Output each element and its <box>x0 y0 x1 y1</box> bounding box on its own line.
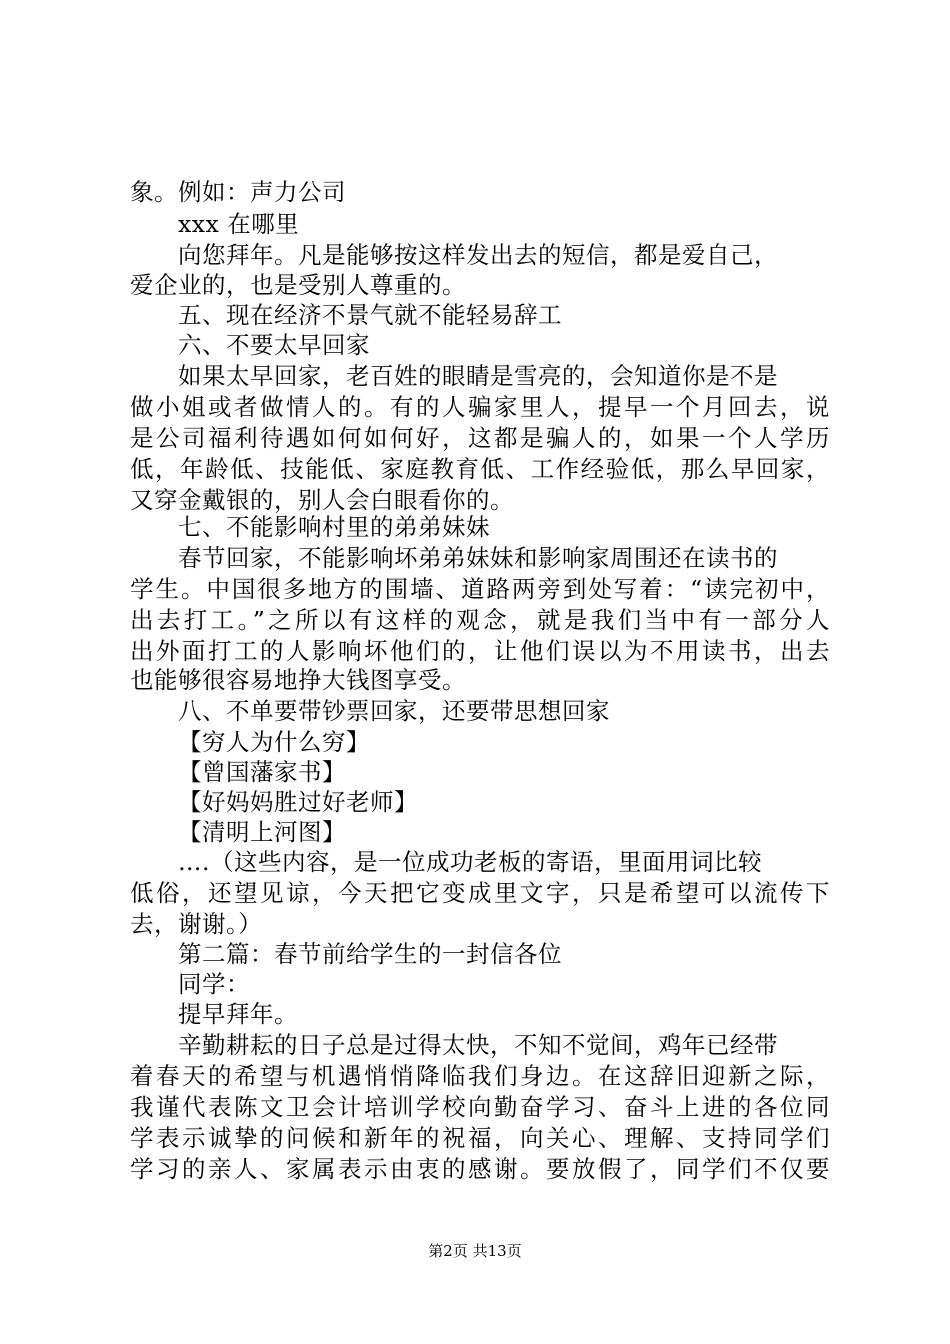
book-title: 【穷人为什么穷】 <box>178 728 370 756</box>
text-line: 做小姐或者做情人的。有的人骗家里人，提早一个月回去，说 <box>130 393 830 421</box>
text-line: 去，谢谢。） <box>130 910 263 938</box>
text-line: 我谨代表陈文卫会计培训学校向勤奋学习、奋斗上进的各位同 <box>130 1093 830 1121</box>
text-line: 如果太早回家，老百姓的眼睛是雪亮的，会知道你是不是 <box>178 362 778 390</box>
text-line: 提早拜年。 <box>178 1000 298 1028</box>
text-line: xxx 在哪里 <box>178 210 300 238</box>
text-line: 低，年龄低、技能低、家庭教育低、工作经验低，那么早回家， <box>130 455 830 483</box>
book-title: 【清明上河图】 <box>178 818 346 846</box>
text-line: 学生。中国很多地方的围墙、道路两旁到处写着：“读完初中， <box>130 575 830 603</box>
section-heading: 六、不要太早回家 <box>178 331 370 359</box>
text-line: 辛勤耕耘的日子总是过得太快，不知不觉间，鸡年已经带 <box>178 1031 778 1059</box>
text-line: 象。例如：声力公司 <box>130 178 346 206</box>
text-line: 低俗，还望见谅，今天把它变成里文字，只是希望可以流传下 <box>130 879 830 907</box>
text-line: 学习的亲人、家属表示由衷的感谢。要放假了，同学们不仅要 <box>130 1155 830 1183</box>
text-line: 春节回家，不能影响坏弟弟妹妹和影响家周围还在读书的 <box>178 544 778 572</box>
book-title: 【好妈妈胜过好老师】 <box>178 788 418 816</box>
text-line: 也能够很容易地挣大钱图享受。 <box>130 666 466 694</box>
chapter-heading: 第二篇：春节前给学生的一封信各位 <box>178 940 562 968</box>
text-line: 出外面打工的人影响坏他们的，让他们误以为不用读书，出去 <box>130 637 830 665</box>
book-title: 【曾国藩家书】 <box>178 758 346 786</box>
text-line: 又穿金戴银的，别人会白眼看你的。 <box>130 486 514 514</box>
text-line: ….（这些内容，是一位成功老板的寄语，里面用词比较 <box>178 848 762 876</box>
section-heading: 八、不单要带钞票回家，还要带思想回家 <box>178 697 610 725</box>
text-line: 向您拜年。凡是能够按这样发出去的短信，都是爱自己， <box>178 241 778 269</box>
text-line: 是公司福利待遇如何如何好，这都是骗人的，如果一个人学历 <box>130 424 830 452</box>
page-indicator: 第2页 共13页 <box>428 1242 522 1260</box>
salutation: 同学： <box>178 970 250 998</box>
text-line: 学表示诚挚的问候和新年的祝福，向关心、理解、支持同学们 <box>130 1124 830 1152</box>
section-heading: 五、现在经济不景气就不能轻易辞工 <box>178 301 562 329</box>
text-line: 爱企业的，也是受别人尊重的。 <box>130 271 466 299</box>
text-line: 着春天的希望与机遇悄悄降临我们身边。在这辞旧迎新之际， <box>130 1062 830 1090</box>
section-heading: 七、不能影响村里的弟弟妹妹 <box>178 513 490 541</box>
text-line: 出去打工。”之所以有这样的观念，就是我们当中有一部分人 <box>130 606 830 634</box>
